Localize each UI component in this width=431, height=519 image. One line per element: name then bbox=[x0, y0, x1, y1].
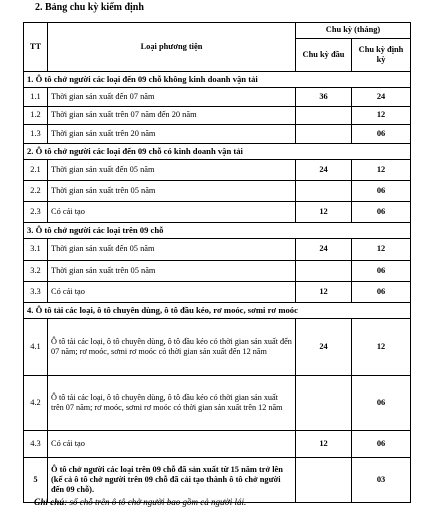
row-tt: 1.1 bbox=[24, 88, 48, 107]
table-row bbox=[24, 376, 411, 431]
row-tt: 3.3 bbox=[24, 282, 48, 303]
row-first: 24 bbox=[296, 319, 352, 376]
section-title: 4. Ô tô tải các loại, ô tô chuyên dùng, ô tô đầu kéo, rơ moóc, sơmi rơ moóc bbox=[24, 303, 411, 319]
table-row bbox=[24, 181, 411, 202]
table-row bbox=[24, 282, 411, 303]
row-periodic: 12 bbox=[352, 319, 411, 376]
row-desc: Ô tô chở người các loại trên 09 chỗ đã sản xuất từ 15 năm trở lên (kể cả ô tô chở người trên 09 chỗ đã cải tạo thành ô tô chở người đến 09 chỗ). bbox=[48, 458, 296, 503]
section-heading: 2. Bảng chu kỳ kiểm định bbox=[35, 2, 144, 13]
row-tt: 1.2 bbox=[24, 107, 48, 125]
row-first: 12 bbox=[296, 282, 352, 303]
header-periodic-cycle: Chu kỳ định kỳ bbox=[352, 39, 411, 72]
row-desc: Thời gian sản xuất đến 07 năm bbox=[48, 88, 296, 107]
inspection-cycle-table bbox=[23, 22, 411, 503]
table-row bbox=[24, 125, 411, 144]
row-first: 24 bbox=[296, 160, 352, 181]
header-first-cycle: Chu kỳ đầu bbox=[296, 39, 352, 72]
header-tt: TT bbox=[24, 23, 48, 72]
row-periodic: 24 bbox=[352, 88, 411, 107]
row-tt: 2.2 bbox=[24, 181, 48, 202]
row-desc: Thời gian sản xuất trên 05 năm bbox=[48, 261, 296, 282]
table-row bbox=[24, 458, 411, 503]
header-vehicle-type: Loại phương tiện bbox=[48, 23, 296, 72]
row-first: 24 bbox=[296, 239, 352, 261]
row-tt: 4.2 bbox=[24, 376, 48, 431]
table-row bbox=[24, 107, 411, 125]
table-row bbox=[24, 160, 411, 181]
row-tt: 4.3 bbox=[24, 431, 48, 458]
table-row bbox=[24, 261, 411, 282]
row-periodic: 12 bbox=[352, 107, 411, 125]
row-desc: Có cải tạo bbox=[48, 431, 296, 458]
row-periodic: 12 bbox=[352, 239, 411, 261]
table-row bbox=[24, 319, 411, 376]
row-first: 36 bbox=[296, 88, 352, 107]
table-row bbox=[24, 202, 411, 223]
row-first bbox=[296, 261, 352, 282]
row-first bbox=[296, 181, 352, 202]
row-tt: 4.1 bbox=[24, 319, 48, 376]
row-first bbox=[296, 107, 352, 125]
row-first: 12 bbox=[296, 431, 352, 458]
row-desc: Thời gian sản xuất trên 20 năm bbox=[48, 125, 296, 144]
section-title: 2. Ô tô chở người các loại đến 09 chỗ có kinh doanh vận tải bbox=[24, 144, 411, 160]
row-periodic: 06 bbox=[352, 282, 411, 303]
header-cycle: Chu kỳ (tháng) bbox=[296, 23, 411, 39]
row-periodic: 06 bbox=[352, 261, 411, 282]
row-desc: Có cải tạo bbox=[48, 282, 296, 303]
table-row bbox=[24, 88, 411, 107]
footnote-text: : số chỗ trên ô tô chở người bao gồm cả người lái. bbox=[64, 497, 247, 507]
table-row bbox=[24, 239, 411, 261]
row-desc: Thời gian sản xuất trên 07 năm đến 20 năm bbox=[48, 107, 296, 125]
row-tt: 3.2 bbox=[24, 261, 48, 282]
row-periodic: 06 bbox=[352, 376, 411, 431]
row-periodic: 06 bbox=[352, 125, 411, 144]
row-tt: 2.3 bbox=[24, 202, 48, 223]
row-periodic: 06 bbox=[352, 181, 411, 202]
row-desc: Có cải tạo bbox=[48, 202, 296, 223]
table-row bbox=[24, 431, 411, 458]
row-tt: 2.1 bbox=[24, 160, 48, 181]
row-desc: Ô tô tải các loại, ô tô chuyên dùng, ô tô đầu kéo có thời gian sản xuất đến 07 năm; rơ moóc, sơmi rơ moóc có thời gian sản xuất đến 12 năm bbox=[48, 319, 296, 376]
row-desc: Thời gian sản xuất đến 05 năm bbox=[48, 160, 296, 181]
row-periodic: 06 bbox=[352, 431, 411, 458]
row-periodic: 06 bbox=[352, 202, 411, 223]
row-desc: Thời gian sản xuất trên 05 năm bbox=[48, 181, 296, 202]
row-tt: 3.1 bbox=[24, 239, 48, 261]
row-desc: Thời gian sản xuất đến 05 năm bbox=[48, 239, 296, 261]
row-tt: 1.3 bbox=[24, 125, 48, 144]
row-first bbox=[296, 376, 352, 431]
row-first bbox=[296, 458, 352, 503]
section-title: 1. Ô tô chở người các loại đến 09 chỗ không kinh doanh vận tải bbox=[24, 72, 411, 88]
row-desc: Ô tô tải các loại, ô tô chuyên dùng, ô tô đầu kéo có thời gian sản xuất trên 07 năm; rơ moóc, sơmi rơ moóc có thời gian sản xuất trên 12 năm bbox=[48, 376, 296, 431]
footnote bbox=[34, 497, 246, 507]
section-title: 3. Ô tô chở người các loại trên 09 chỗ bbox=[24, 223, 411, 239]
row-first: 12 bbox=[296, 202, 352, 223]
row-tt: 5 bbox=[24, 458, 48, 503]
row-periodic: 12 bbox=[352, 160, 411, 181]
row-periodic: 03 bbox=[352, 458, 411, 503]
row-first bbox=[296, 125, 352, 144]
footnote-label: Ghi chú bbox=[34, 497, 65, 507]
